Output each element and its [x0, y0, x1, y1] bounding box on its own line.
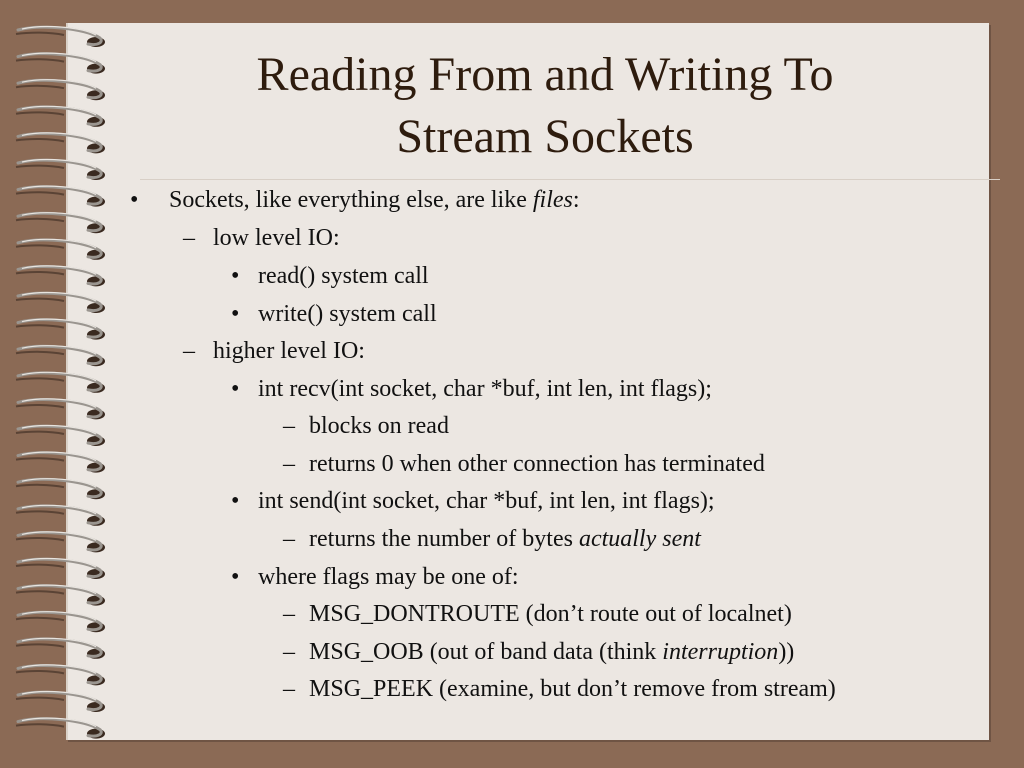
- item-emphasis: files: [532, 187, 573, 213]
- detail-item-returns-zero: returns 0 when other connection has terminated: [309, 451, 765, 477]
- dash-marker: –: [183, 338, 195, 364]
- dash-marker: –: [283, 676, 295, 702]
- title-line-1: Reading From and Writing To: [256, 48, 834, 101]
- item-text: Sockets, like everything else, are like: [169, 187, 533, 213]
- bullet-marker: •: [231, 263, 240, 289]
- detail-item-bytes-sent: [309, 525, 701, 553]
- bullet-marker: •: [130, 187, 139, 213]
- bullet-item: [169, 186, 580, 214]
- bullet-marker: •: [231, 564, 240, 590]
- detail-item-blocks: blocks on read: [309, 413, 449, 439]
- sub-sub-item-read: read() system call: [258, 263, 429, 289]
- item-text: MSG_OOB (out of band data (think: [309, 639, 663, 665]
- item-emphasis: interruption: [662, 639, 779, 665]
- dash-marker: –: [283, 451, 295, 477]
- dash-marker: –: [283, 639, 295, 665]
- sub-sub-item-flags: where flags may be one of:: [258, 564, 519, 590]
- item-text-suffix: :: [572, 187, 580, 213]
- bullet-marker: •: [231, 301, 240, 327]
- detail-item-peek: MSG_PEEK (examine, but don’t remove from stream): [309, 676, 836, 702]
- bullet-marker: •: [231, 488, 240, 514]
- item-text: returns the number of bytes: [309, 526, 579, 552]
- dash-marker: –: [283, 601, 295, 627]
- dash-marker: –: [283, 526, 295, 552]
- detail-item-dontroute: MSG_DONTROUTE (don’t route out of localnet): [309, 601, 792, 627]
- item-text-suffix: )): [778, 639, 795, 665]
- bullet-marker: •: [231, 376, 240, 402]
- sub-sub-item-write: write() system call: [258, 301, 437, 327]
- title-line-2: Stream Sockets: [396, 110, 694, 163]
- sub-sub-item-recv: int recv(int socket, char *buf, int len, int flags);: [258, 376, 712, 402]
- sub-item-low-level-io: low level IO:: [213, 225, 340, 251]
- detail-item-oob: [309, 638, 794, 666]
- dash-marker: –: [283, 413, 295, 439]
- dash-marker: –: [183, 225, 195, 251]
- item-emphasis: actually sent: [578, 526, 701, 552]
- sub-sub-item-send: int send(int socket, char *buf, int len, int flags);: [258, 488, 715, 514]
- sub-item-higher-level-io: higher level IO:: [213, 338, 365, 364]
